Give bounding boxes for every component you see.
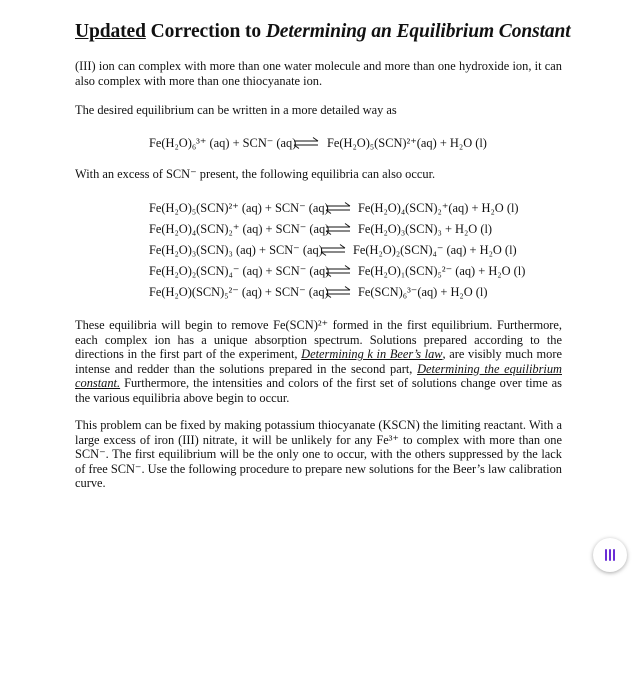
equilibrium-lhs: Fe(H₂O)₂(SCN)₄⁻ (aq) + SCN⁻ (aq)	[149, 264, 330, 278]
equilibrium-lhs: Fe(H₂O)₅(SCN)²⁺ (aq) + SCN⁻ (aq)	[149, 201, 329, 215]
equilibrium-arrow-icon	[325, 265, 351, 277]
link-determining-constant[interactable]: Determining the equilibrium constant.	[75, 361, 562, 391]
equilibrium-arrow-icon	[325, 223, 351, 235]
paragraph-2: The desired equilibrium can be written in a more detailed way as	[75, 103, 397, 117]
title-updated: Updated	[75, 21, 146, 42]
paragraph-4	[75, 318, 562, 406]
title-middle: Correction to	[145, 21, 266, 42]
floating-menu-button[interactable]	[593, 538, 627, 572]
equilibrium-rhs: Fe(H₂O)₂(SCN)₄⁻ (aq) + H₂O (l)	[353, 243, 517, 257]
menu-bars-icon	[604, 549, 616, 561]
equilibrium-lhs: Fe(H₂O)₄(SCN)₂⁺ (aq) + SCN⁻ (aq)	[149, 222, 330, 236]
equilibrium-arrow-icon	[293, 137, 319, 149]
equilibrium-lhs: Fe(H₂O)₃(SCN)₃ (aq) + SCN⁻ (aq)	[149, 243, 323, 257]
equilibrium-rhs: Fe(H₂O)₄(SCN)₂⁺(aq) + H₂O (l)	[358, 201, 519, 215]
equilibrium-arrow-icon	[325, 286, 351, 298]
equilibrium-rhs: Fe(H₂O)₃(SCN)₃ + H₂O (l)	[358, 222, 493, 236]
title-italic: Determining an Equilibrium Constant	[265, 21, 571, 42]
paragraph-3: With an excess of SCN⁻ present, the following equilibria can also occur.	[75, 167, 436, 181]
paragraph-4-text-a: These equilibria will begin to remove Fe(SCN)²⁺ formed in the first equilibrium. Furthermore, each complex ion has a unique absorption spectrum. Solutions prepared according to the directions in the first part of the experiment,	[75, 318, 562, 362]
equilibrium-arrow-icon	[320, 244, 346, 256]
paragraph-4-text-c: Furthermore, the intensities and colors of the first set of solutions change over time as the various equilibria above begin to occur.	[75, 376, 562, 405]
page-title	[75, 21, 571, 43]
paragraph-5: This problem can be fixed by making potassium thiocyanate (KSCN) the limiting reactant. With a large excess of iron (III) nitrate, it will be unlikely for any Fe³⁺ to complex with more than one SCN⁻. The first equilibrium will be the only one to occur, with the others suppressed by the lack of free SCN⁻. Use the following procedure to prepare new solutions for the Beer’s law calibration curve.	[75, 418, 562, 491]
equilibrium-arrow-icon	[325, 202, 351, 214]
equilibrium-rhs: Fe(H₂O)₁(SCN)₅²⁻ (aq) + H₂O (l)	[358, 264, 526, 278]
paragraph-4-text-b: , are visibly much more intense and redder than the solutions prepared in the second part,	[75, 347, 562, 376]
link-determining-k[interactable]: Determining k in Beer’s law	[301, 347, 443, 362]
main-equation-lhs: Fe(H₂O)₆³⁺ (aq) + SCN⁻ (aq)	[149, 136, 297, 150]
paragraph-1: (III) ion can complex with more than one water molecule and more than one hydroxide ion, it can also complex with more than one thiocyanate ion.	[75, 59, 562, 88]
main-equation-rhs: Fe(H₂O)₅(SCN)²⁺(aq) + H₂O (l)	[327, 136, 487, 150]
equilibrium-lhs: Fe(H₂O)(SCN)₅²⁻ (aq) + SCN⁻ (aq)	[149, 285, 329, 299]
equilibrium-rhs: Fe(SCN)₆³⁻(aq) + H₂O (l)	[358, 285, 488, 299]
